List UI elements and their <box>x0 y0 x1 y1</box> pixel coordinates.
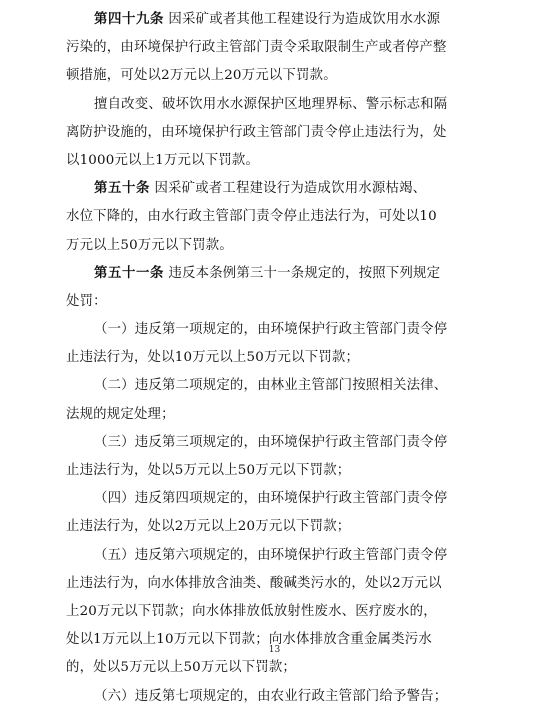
line-text: 因采矿或者工程建设行为造成饮用水源枯竭、 <box>154 181 427 197</box>
line-text: （一）违反第一项规定的，由环境保护行政主管部门责令停 <box>94 322 448 338</box>
line-text: 污染的，由环境保护行政主管部门责令采取限制生产或者停产整 <box>66 40 447 56</box>
paragraph-article-51 <box>66 260 488 316</box>
page-number: 13 <box>268 645 281 655</box>
text-line <box>66 570 488 598</box>
text-line <box>66 344 488 372</box>
line-text: 擅自改变、破坏饮用水水源保护区地理界标、警示标志和隔 <box>94 96 448 112</box>
line-text: 因采矿或者其他工程建设行为造成饮用水水源 <box>168 12 441 27</box>
text-line <box>66 232 488 260</box>
text-line <box>66 147 488 175</box>
line-text: 顿措施，可处以2万元以上20万元以下罚款。 <box>66 68 337 84</box>
line-text: （四）违反第四项规定的，由环境保护行政主管部门责令停 <box>94 491 448 507</box>
list-item-4 <box>66 485 488 541</box>
line-text: （六）违反第七项规定的，由农业行政主管部门给予警告； <box>94 688 448 704</box>
text-line <box>66 34 488 62</box>
text-line <box>66 542 488 570</box>
line-text: 离防护设施的，由环境保护行政主管部门责令停止违法行为，处 <box>66 124 447 140</box>
text-line <box>66 203 488 231</box>
line-text: 止违法行为，处以5万元以上50万元以下罚款； <box>66 463 351 478</box>
article-heading: 第五十一条 <box>94 265 164 281</box>
list-item-6 <box>66 683 488 711</box>
line-text: （五）违反第六项规定的，由环境保护行政主管部门责令停 <box>94 547 448 563</box>
list-item-2 <box>66 372 488 428</box>
text-line <box>66 598 488 626</box>
document-body <box>66 6 488 711</box>
text-line <box>66 654 488 682</box>
list-item-3 <box>66 429 488 485</box>
line-text: 以1000元以上1万元以下罚款。 <box>66 152 260 168</box>
paragraph-article-49 <box>66 6 488 91</box>
paragraph-article-50 <box>66 175 488 260</box>
paragraph-boundary-markers <box>66 91 488 176</box>
line-text: 法规的规定处理； <box>66 406 175 422</box>
text-line <box>66 175 488 203</box>
text-line <box>66 485 488 513</box>
text-line <box>66 288 488 316</box>
article-heading: 第五十条 <box>94 181 150 197</box>
line-text: 处以1万元以上10万元以下罚款；向水体排放含重金属类污水 <box>66 632 432 648</box>
text-line <box>66 513 488 541</box>
line-text: 止违法行为，处以2万元以上20万元以下罚款； <box>66 519 351 535</box>
line-text: 的，处以5万元以上50万元以下罚款； <box>66 660 297 676</box>
text-line <box>66 6 488 34</box>
line-text: 止违法行为，处以10万元以上50万元以下罚款； <box>66 350 360 366</box>
line-text: 违反本条例第三十一条规定的，按照下列规定 <box>168 265 441 281</box>
line-text: （二）违反第二项规定的，由林业主管部门按照相关法律、 <box>94 378 448 394</box>
text-line <box>66 316 488 344</box>
line-text: 止违法行为，向水体排放含油类、酸碱类污水的，处以2万元以 <box>66 575 442 591</box>
text-line <box>66 401 488 429</box>
line-text: （三）违反第三项规定的，由环境保护行政主管部门责令停 <box>94 434 448 450</box>
line-text: 上20万元以下罚款；向水体排放低放射性废水、医疗废水的， <box>66 603 437 619</box>
text-line <box>66 372 488 400</box>
line-text: 处罚： <box>66 293 107 309</box>
text-line <box>66 683 488 711</box>
text-line <box>66 119 488 147</box>
list-item-5 <box>66 542 488 683</box>
text-line <box>66 62 488 90</box>
line-text: 水位下降的，由水行政主管部门责令停止违法行为，可处以10 <box>66 209 437 225</box>
text-line <box>66 457 488 485</box>
list-item-1 <box>66 316 488 372</box>
article-heading: 第四十九条 <box>94 12 164 27</box>
text-line <box>66 91 488 119</box>
text-line <box>66 260 488 288</box>
text-line <box>66 429 488 457</box>
line-text: 万元以上50万元以下罚款。 <box>66 237 233 253</box>
